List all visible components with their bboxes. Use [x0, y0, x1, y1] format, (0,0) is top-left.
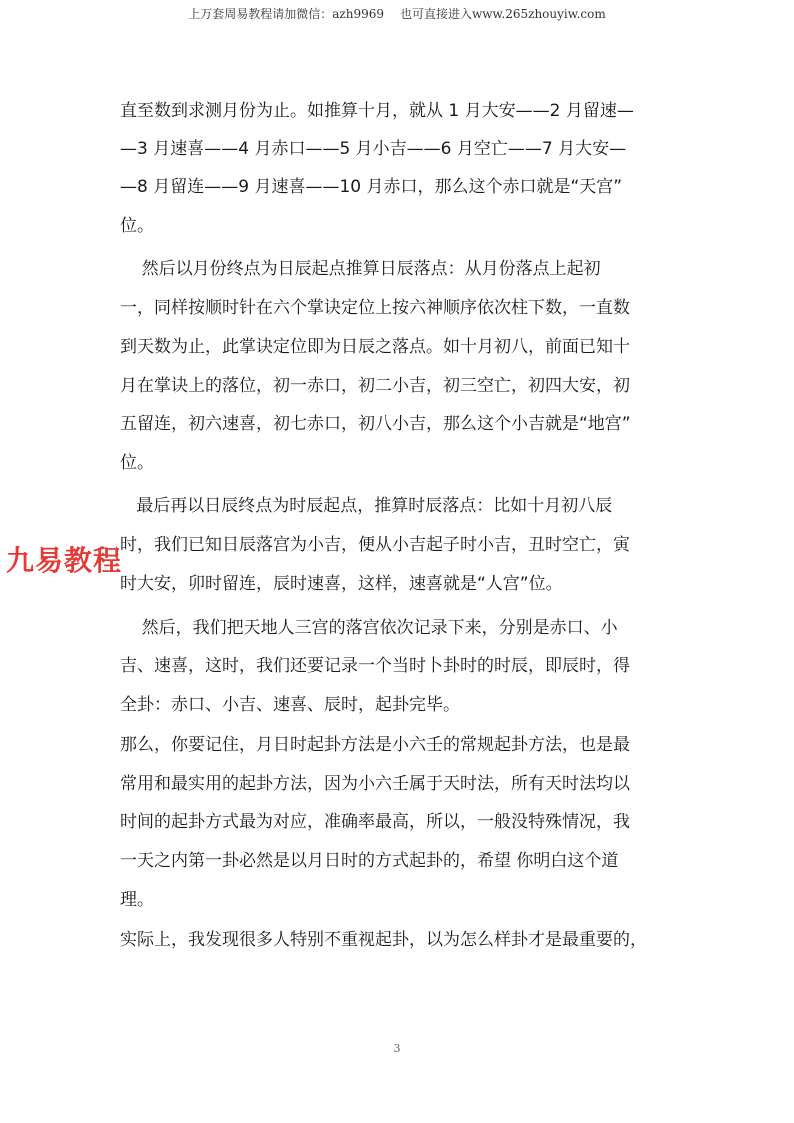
body-line: 到天数为止，此掌诀定位即为日辰之落点。如十月初八，前面已知十 [120, 337, 630, 357]
body-line: 常用和最实用的起卦方法，因为小六壬属于天时法，所有天时法均以 [120, 774, 630, 794]
body-line: 直至数到求测月份为止。如推算十月，就从 1 月大安——2 月留速— [120, 101, 634, 121]
body-line: 理。 [120, 890, 154, 910]
page-header [0, 6, 794, 22]
page-number: 3 [393, 1042, 401, 1055]
body-line: 位。 [120, 453, 154, 473]
body-line: 位。 [120, 216, 154, 236]
body-line: 时，我们已知日辰落宫为小吉，便从小吉起子时小吉，丑时空亡，寅 [120, 535, 630, 555]
body-line: 全卦：赤口、小吉、速喜、辰时，起卦完毕。 [120, 695, 460, 715]
body-line: 时间的起卦方式最为对应，准确率最高，所以，一般没特殊情况，我 [120, 812, 630, 832]
body-line: —8 月留连——9 月速喜——10 月赤口，那么这个赤口就是“天宫” [120, 177, 623, 197]
body-line: 最后再以日辰终点为时辰起点，推算时辰落点：比如十月初八辰 [120, 496, 613, 516]
body-line: 一天之内第一卦必然是以月日时的方式起卦的，希望 你明白这个道 [120, 851, 619, 871]
header-wechat-text: 上万套周易教程请加微信：azh9969 [188, 7, 385, 21]
body-line: 一，同样按顺时针在六个掌诀定位上按六神顺序依次柱下数，一直数 [120, 298, 630, 318]
body-line: 时大安，卯时留连，辰时速喜，这样，速喜就是“人宫”位。 [120, 574, 563, 594]
body-line: 五留连，初六速喜，初七赤口，初八小吉，那么这个小吉就是“地宫” [120, 414, 631, 434]
body-line: 吉、速喜，这时，我们还要记录一个当时卜卦时的时辰，即辰时，得 [120, 656, 630, 676]
header-website-link[interactable]: 也可直接进入www.265zhouyiw.com [400, 7, 606, 21]
body-line: 实际上，我发现很多人特别不重视起卦，以为怎么样卦才是最重要的， [120, 930, 647, 950]
body-line: 那么，你要记住，月日时起卦方法是小六壬的常规起卦方法，也是最 [120, 735, 630, 755]
body-line: 然后以月份终点为日辰起点推算日辰落点：从月份落点上起初 [120, 259, 601, 279]
body-line: 月在掌诀上的落位，初一赤口，初二小吉，初三空亡，初四大安，初 [120, 376, 630, 396]
watermark-logo: 九易教程 [6, 544, 123, 577]
body-line: 然后，我们把天地人三宫的落宫依次记录下来，分别是赤口、小 [120, 618, 618, 638]
body-line: —3 月速喜——4 月赤口——5 月小吉——6 月空亡——7 月大安— [120, 139, 627, 159]
